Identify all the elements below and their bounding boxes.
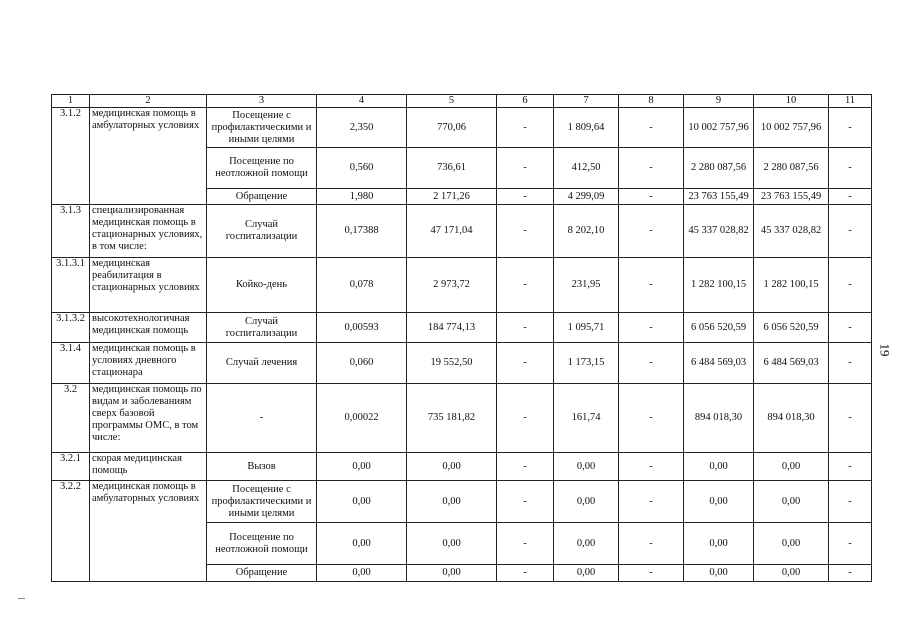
cell-col9: 6 056 520,59 <box>684 313 754 343</box>
cell-col11: - <box>829 148 872 189</box>
row-unit: Посещение по неотложной помощи <box>207 523 317 565</box>
row-unit: Случай госпитализации <box>207 205 317 258</box>
row-number: 3.1.4 <box>52 343 90 384</box>
cell-col11: - <box>829 343 872 384</box>
row-unit: Случай лечения <box>207 343 317 384</box>
cell-col9: 0,00 <box>684 565 754 582</box>
cell-col4: 0,00 <box>317 453 407 481</box>
row-description: медицинская помощь в условиях дневного стационара <box>90 343 207 384</box>
col-header-10: 10 <box>754 95 829 108</box>
cell-col6: - <box>497 384 554 453</box>
cell-col11: - <box>829 565 872 582</box>
cell-col8: - <box>619 108 684 148</box>
row-description: специализированная медицинская помощь в стационарных условиях, в том числе: <box>90 205 207 258</box>
cell-col9: 23 763 155,49 <box>684 189 754 205</box>
cell-col11: - <box>829 313 872 343</box>
cell-col7: 0,00 <box>554 453 619 481</box>
cell-col8: - <box>619 313 684 343</box>
cell-col5: 47 171,04 <box>407 205 497 258</box>
cell-col11: - <box>829 258 872 313</box>
cell-col8: - <box>619 189 684 205</box>
col-header-1: 1 <box>52 95 90 108</box>
row-description: медицинская помощь в амбулаторных условиях <box>90 108 207 205</box>
cell-col7: 4 299,09 <box>554 189 619 205</box>
cell-col4: 0,560 <box>317 148 407 189</box>
cell-col4: 0,00 <box>317 523 407 565</box>
cell-col6: - <box>497 523 554 565</box>
cell-col10: 0,00 <box>754 481 829 523</box>
row-unit: Посещение с профилактическими и иными целями <box>207 481 317 523</box>
cell-col8: - <box>619 343 684 384</box>
cell-col5: 184 774,13 <box>407 313 497 343</box>
cell-col11: - <box>829 481 872 523</box>
col-header-9: 9 <box>684 95 754 108</box>
cell-col8: - <box>619 565 684 582</box>
cell-col10: 1 282 100,15 <box>754 258 829 313</box>
cell-col5: 770,06 <box>407 108 497 148</box>
cell-col6: - <box>497 481 554 523</box>
row-unit: Посещение по неотложной помощи <box>207 148 317 189</box>
cell-col8: - <box>619 258 684 313</box>
cell-col10: 10 002 757,96 <box>754 108 829 148</box>
cell-col4: 0,00022 <box>317 384 407 453</box>
cell-col5: 2 171,26 <box>407 189 497 205</box>
cell-col4: 0,00 <box>317 481 407 523</box>
cell-col9: 0,00 <box>684 523 754 565</box>
cell-col7: 161,74 <box>554 384 619 453</box>
cell-col10: 0,00 <box>754 453 829 481</box>
row-number: 3.2.2 <box>52 481 90 582</box>
cell-col6: - <box>497 453 554 481</box>
row-unit: Койко-день <box>207 258 317 313</box>
cell-col11: - <box>829 108 872 148</box>
cell-col6: - <box>497 205 554 258</box>
cell-col8: - <box>619 481 684 523</box>
cell-col6: - <box>497 343 554 384</box>
cell-col7: 1 095,71 <box>554 313 619 343</box>
cell-col7: 0,00 <box>554 523 619 565</box>
col-header-8: 8 <box>619 95 684 108</box>
cell-col5: 0,00 <box>407 453 497 481</box>
cell-col11: - <box>829 205 872 258</box>
cell-col9: 45 337 028,82 <box>684 205 754 258</box>
cell-col7: 0,00 <box>554 481 619 523</box>
cell-col10: 23 763 155,49 <box>754 189 829 205</box>
cell-col9: 6 484 569,03 <box>684 343 754 384</box>
cell-col5: 19 552,50 <box>407 343 497 384</box>
cell-col6: - <box>497 108 554 148</box>
page-number: 19 <box>877 343 893 357</box>
table-row <box>52 481 872 523</box>
cell-col5: 0,00 <box>407 523 497 565</box>
cell-col5: 736,61 <box>407 148 497 189</box>
cell-col4: 0,17388 <box>317 205 407 258</box>
col-header-5: 5 <box>407 95 497 108</box>
cell-col8: - <box>619 148 684 189</box>
row-number: 3.1.3 <box>52 205 90 258</box>
header-row <box>52 95 872 108</box>
cell-col11: - <box>829 189 872 205</box>
cell-col10: 45 337 028,82 <box>754 205 829 258</box>
cell-col6: - <box>497 189 554 205</box>
cell-col9: 0,00 <box>684 453 754 481</box>
col-header-2: 2 <box>90 95 207 108</box>
table-row <box>52 343 872 384</box>
table-row <box>52 384 872 453</box>
cell-col11: - <box>829 384 872 453</box>
row-description: медицинская помощь по видам и заболеваниям сверх базовой программы ОМС, в том числе: <box>90 384 207 453</box>
cell-col7: 0,00 <box>554 565 619 582</box>
cell-col7: 1 809,64 <box>554 108 619 148</box>
cell-col4: 0,060 <box>317 343 407 384</box>
row-number: 3.1.3.1 <box>52 258 90 313</box>
cell-col6: - <box>497 313 554 343</box>
row-description: медицинская реабилитация в стационарных условиях <box>90 258 207 313</box>
cell-col4: 1,980 <box>317 189 407 205</box>
row-number: 3.2.1 <box>52 453 90 481</box>
row-number: 3.1.3.2 <box>52 313 90 343</box>
row-description: высокотехнологичная медицинская помощь <box>90 313 207 343</box>
cell-col10: 0,00 <box>754 523 829 565</box>
row-unit: Вызов <box>207 453 317 481</box>
cell-col7: 231,95 <box>554 258 619 313</box>
tariff-table <box>51 94 872 582</box>
col-header-6: 6 <box>497 95 554 108</box>
table-row <box>52 313 872 343</box>
cell-col11: - <box>829 523 872 565</box>
cell-col10: 6 056 520,59 <box>754 313 829 343</box>
cell-col8: - <box>619 384 684 453</box>
col-header-3: 3 <box>207 95 317 108</box>
cell-col9: 2 280 087,56 <box>684 148 754 189</box>
cell-col7: 8 202,10 <box>554 205 619 258</box>
cell-col8: - <box>619 523 684 565</box>
col-header-4: 4 <box>317 95 407 108</box>
cell-col5: 735 181,82 <box>407 384 497 453</box>
cell-col10: 0,00 <box>754 565 829 582</box>
row-number: 3.1.2 <box>52 108 90 205</box>
cell-col6: - <box>497 565 554 582</box>
cell-col10: 894 018,30 <box>754 384 829 453</box>
cell-col9: 0,00 <box>684 481 754 523</box>
cell-col4: 0,00593 <box>317 313 407 343</box>
cell-col4: 0,078 <box>317 258 407 313</box>
cell-col5: 0,00 <box>407 481 497 523</box>
row-unit: - <box>207 384 317 453</box>
cell-col4: 2,350 <box>317 108 407 148</box>
cell-col4: 0,00 <box>317 565 407 582</box>
cell-col6: - <box>497 148 554 189</box>
table-row <box>52 453 872 481</box>
cell-col7: 1 173,15 <box>554 343 619 384</box>
cell-col9: 10 002 757,96 <box>684 108 754 148</box>
cell-col9: 894 018,30 <box>684 384 754 453</box>
cell-col10: 2 280 087,56 <box>754 148 829 189</box>
row-description: медицинская помощь в амбулаторных условиях <box>90 481 207 582</box>
cell-col10: 6 484 569,03 <box>754 343 829 384</box>
cell-col6: - <box>497 258 554 313</box>
scan-mark <box>18 598 25 599</box>
row-unit: Посещение с профилактическими и иными целями <box>207 108 317 148</box>
cell-col11: - <box>829 453 872 481</box>
row-number: 3.2 <box>52 384 90 453</box>
table-row <box>52 108 872 148</box>
row-unit: Обращение <box>207 565 317 582</box>
cell-col5: 0,00 <box>407 565 497 582</box>
row-unit: Обращение <box>207 189 317 205</box>
table-row <box>52 258 872 313</box>
cell-col8: - <box>619 453 684 481</box>
cell-col9: 1 282 100,15 <box>684 258 754 313</box>
row-unit: Случай госпитализации <box>207 313 317 343</box>
row-description: скорая медицинская помощь <box>90 453 207 481</box>
cell-col8: - <box>619 205 684 258</box>
table-row <box>52 205 872 258</box>
col-header-11: 11 <box>829 95 872 108</box>
col-header-7: 7 <box>554 95 619 108</box>
cell-col5: 2 973,72 <box>407 258 497 313</box>
cell-col7: 412,50 <box>554 148 619 189</box>
